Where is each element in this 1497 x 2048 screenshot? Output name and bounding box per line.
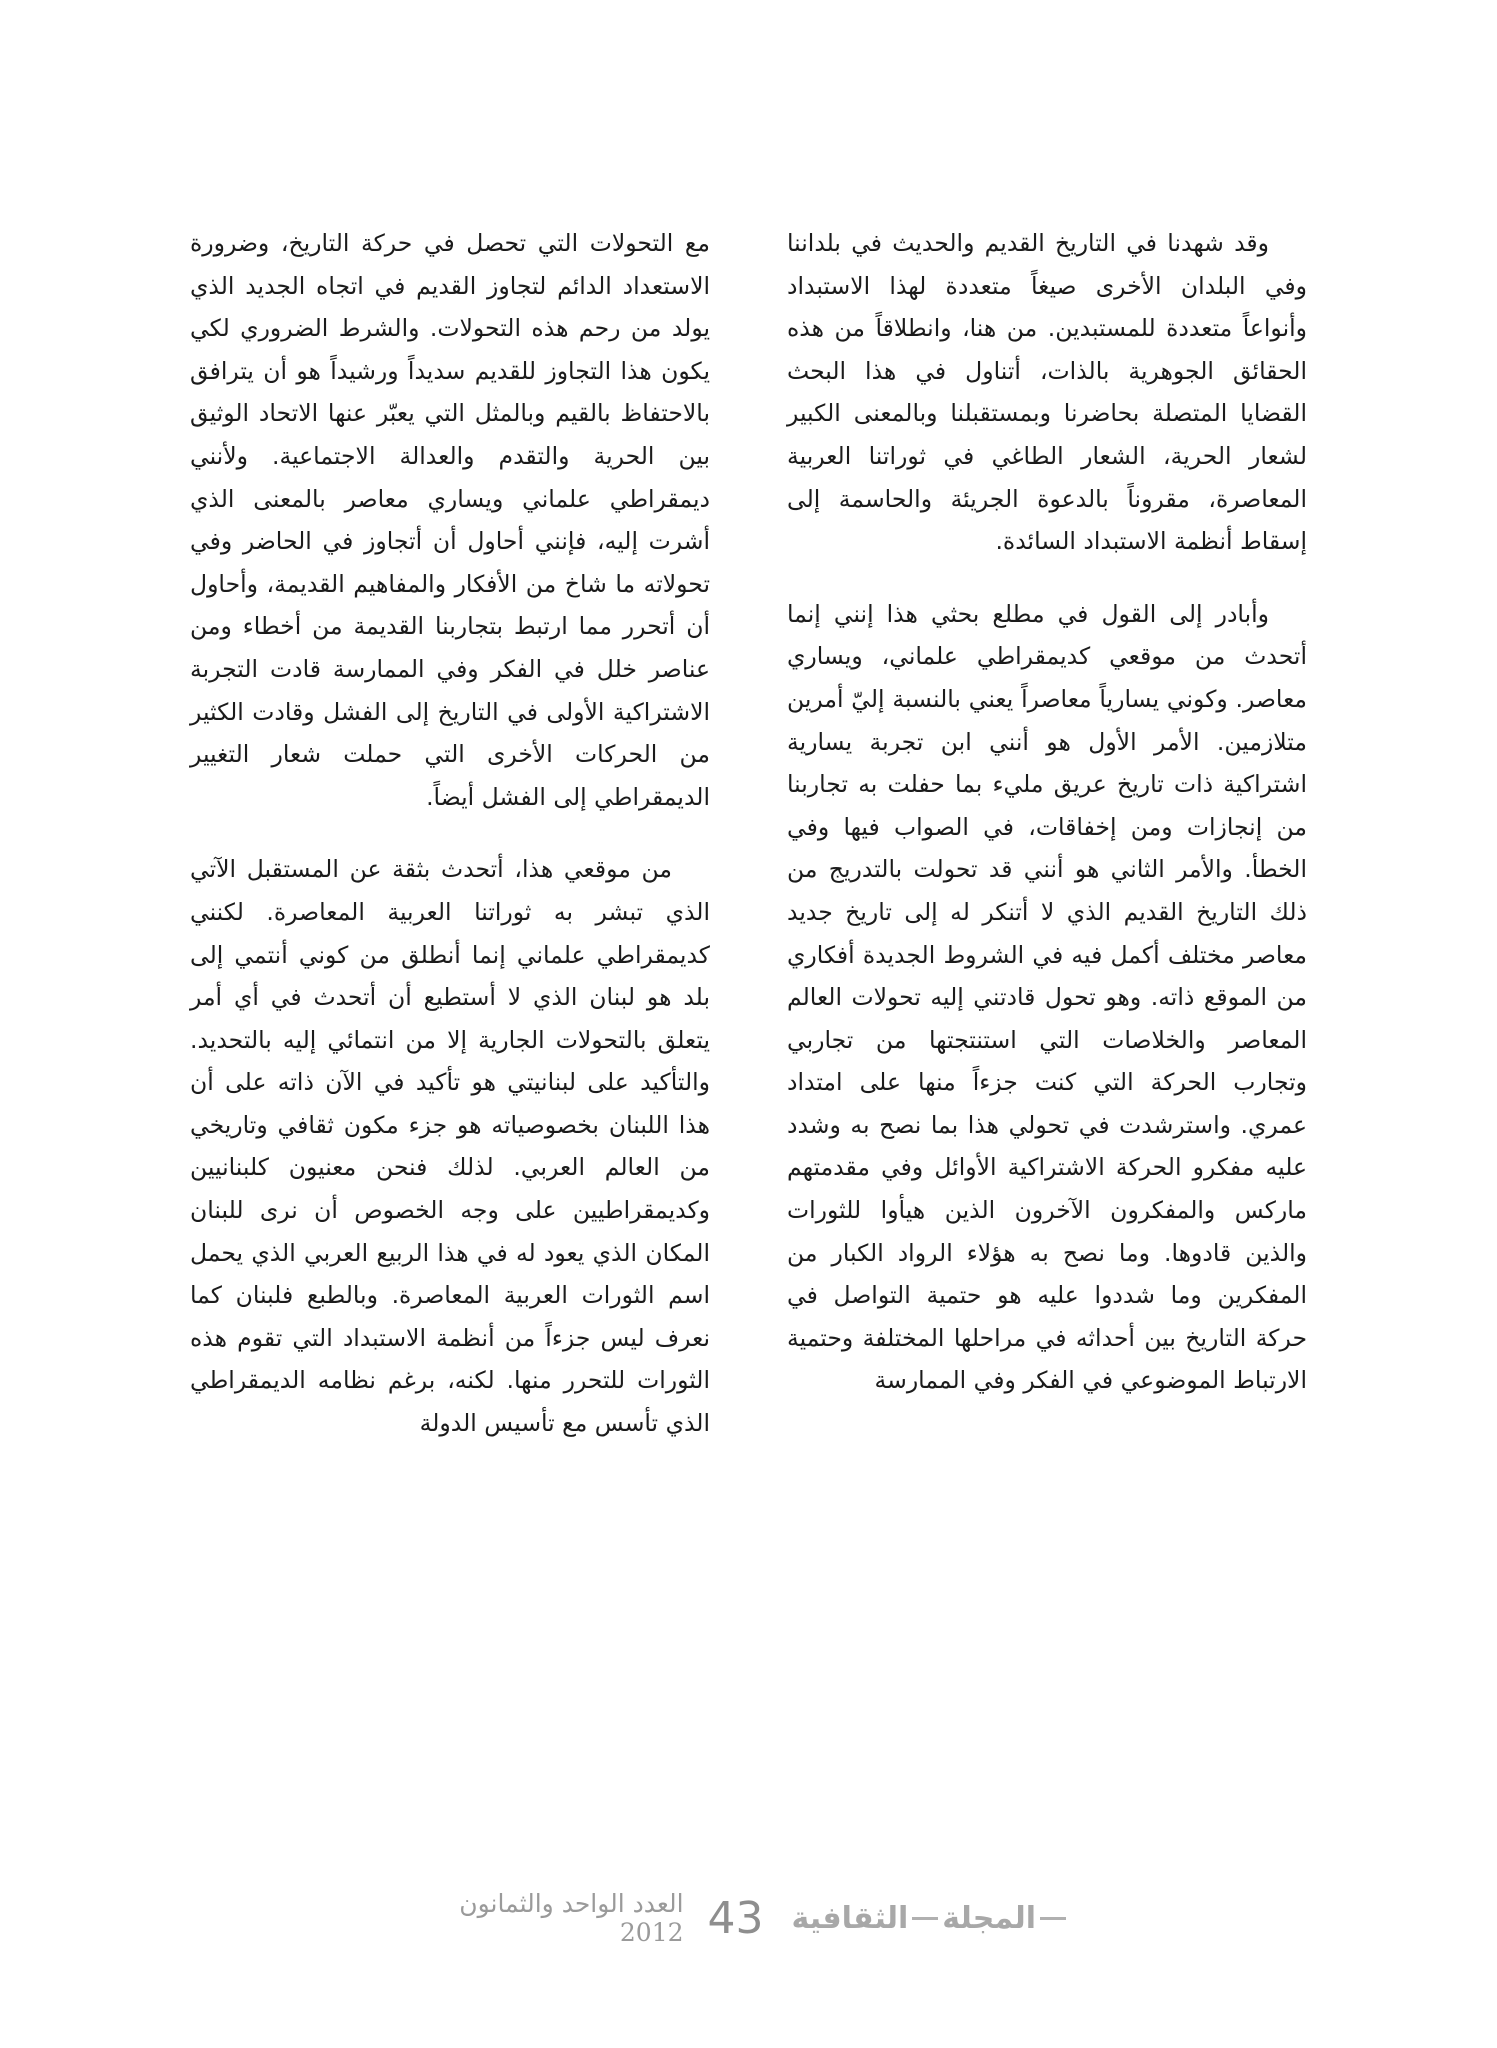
paragraph: وقد شهدنا في التاريخ القديم والحديث في بلداننا وفي البلدان الأخرى صيغاً متعددة لهذا الاستبداد وأنواعاً متعددة للمستبدين. من هنا، وانطلاقاً من هذه الحقائق الجوهرية بالذات، أتناول في هذا البحث القضايا المتصلة بحاضرنا وبمستقبلنا وبالمعنى الكبير لشعار الحرية، الشعار الطاغي في ثوراتنا العربية المعاصرة، مقروناً بالدعوة الجريئة والحاسمة إلى إسقاط أنظمة الاستبداد السائدة. xyxy=(787,229,1307,556)
logo-word-magazine: المجلة xyxy=(942,1900,1036,1936)
paragraph: من موقعي هذا، أتحدث بثقة عن المستقبل الآتي الذي تبشر به ثوراتنا العربية المعاصرة. لكنني كديمقراطي علماني إنما أنطلق من كوني أنتمي إلى بلد هو لبنان الذي لا أستطيع أن أتحدث في أي أمر يتعلق بالتحولات الجارية إلا من انتمائي إليه بالتحديد. والتأكيد على لبنانيتي هو تأكيد في الآن ذاته على أن هذا اللبنان بخصوصياته هو جزء مكون ثقافي وتاريخي من العالم العربي. لذلك فنحن معنيون كلبنانيين وكديمقراطيين على وجه الخصوص أن نرى للبنان المكان الذي يعود له في هذا الربيع العربي الذي يحمل اسم الثورات العربية المعاصرة. وبالطبع فلبنان كما نعرف ليس جزءاً من أنظمة الاستبداد التي تقوم هذه الثورات للتحرر منها. لكنه، برغم نظامه الديمقراطي الذي تأسس مع تأسيس الدولة xyxy=(190,855,710,1438)
magazine-logo xyxy=(792,1901,1070,1936)
article-column-right xyxy=(787,222,1307,1432)
page-footer xyxy=(430,1888,1070,1948)
logo-stroke xyxy=(1040,1917,1066,1920)
logo-word-cultural: الثقافية xyxy=(791,1900,909,1936)
issue-label: العدد الواحد والثمانون 2012 xyxy=(459,1889,684,1947)
page-number: 43 xyxy=(707,1892,764,1944)
article-column-left xyxy=(190,222,710,1475)
logo-stroke xyxy=(912,1917,938,1920)
paragraph: وأبادر إلى القول في مطلع بحثي هذا إنني إنما أتحدث من موقعي كديمقراطي علماني، ويساري معاصر. وكوني يسارياً معاصراً يعني بالنسبة إليّ أمرين متلازمين. الأمر الأول هو أنني ابن تجربة يسارية اشتراكية ذات تاريخ عريق مليء بما حفلت به تجاربنا من إنجازات ومن إخفاقات، في الصواب فيها وفي الخطأ. والأمر الثاني هو أنني قد تحولت بالتدريج من ذلك التاريخ القديم الذي لا أتنكر له إلى تاريخ جديد معاصر مختلف أكمل فيه في الشروط الجديدة أفكاري من الموقع ذاته. وهو تحول قادتني إليه تحولات العالم المعاصر والخلاصات التي استنتجتها من تجاربي وتجارب الحركة التي كنت جزءاً منها على امتداد عمري. واسترشدت في تحولي هذا بما نصح به وشدد عليه مفكرو الحركة الاشتراكية الأوائل وفي مقدمتهم ماركس والمفكرون الآخرون الذين هيأوا للثورات والذين قادوها. وما نصح به هؤلاء الرواد الكبار من المفكرين وما شددوا عليه هو حتمية التواصل في حركة التاريخ بين أحداثه في مراحلها المختلفة وحتمية الارتباط الموضوعي في الفكر وفي الممارسة xyxy=(787,599,1307,1395)
paragraph: مع التحولات التي تحصل في حركة التاريخ، وضرورة الاستعداد الدائم لتجاوز القديم في اتجاه الجديد الذي يولد من رحم هذه التحولات. والشرط الضروري لكي يكون هذا التجاوز للقديم سديداً ورشيداً هو أن يترافق بالاحتفاظ بالقيم وبالمثل التي يعبّر عنها الاتحاد الوثيق بين الحرية والتقدم والعدالة الاجتماعية. ولأنني ديمقراطي علماني ويساري معاصر بالمعنى الذي أشرت إليه، فإنني أحاول أن أتجاوز في الحاضر وفي تحولاته ما شاخ من الأفكار والمفاهيم القديمة، وأحاول أن أتحرر مما ارتبط بتجاربنا القديمة من أخطاء ومن عناصر خلل في الفكر وفي الممارسة قادت التجربة الاشتراكية الأولى في التاريخ إلى الفشل وقادت الكثير من الحركات الأخرى التي حملت شعار التغيير الديمقراطي إلى الفشل أيضاً. xyxy=(190,229,710,811)
